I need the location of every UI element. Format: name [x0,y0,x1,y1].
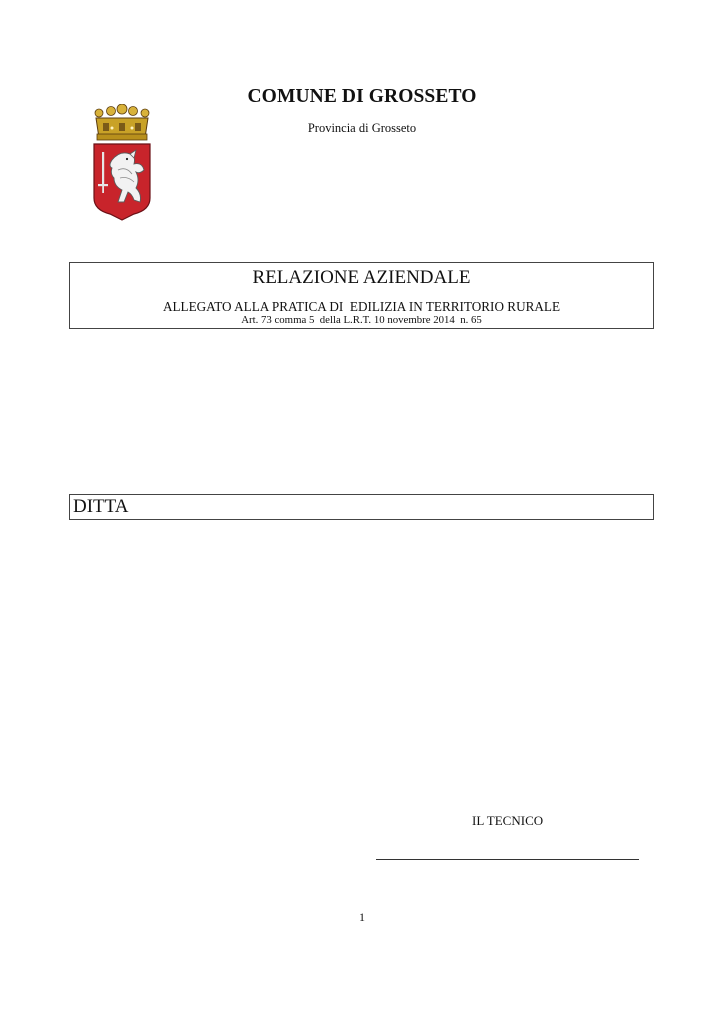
crown-icon [95,104,149,140]
municipality-title: COMUNE DI GROSSETO [247,86,477,107]
report-title-box [69,262,654,329]
company-label: DITTA [73,496,129,517]
coat-of-arms-icon [90,104,154,222]
shield-icon [94,144,150,220]
report-subtitle: ALLEGATO ALLA PRATICA DI EDILIZIA IN TERRITORIO RURALE [162,299,561,314]
legal-reference: Art. 73 comma 5 della L.R.T. 10 novembre 2014 n. 65 [241,314,482,326]
province-subtitle: Provincia di Grosseto [307,121,417,135]
signature-line [376,859,639,860]
company-field-box[interactable] [69,494,654,520]
technician-label: IL TECNICO [472,813,544,828]
page-number: 1 [359,910,365,924]
report-title: RELAZIONE AZIENDALE [252,267,471,288]
